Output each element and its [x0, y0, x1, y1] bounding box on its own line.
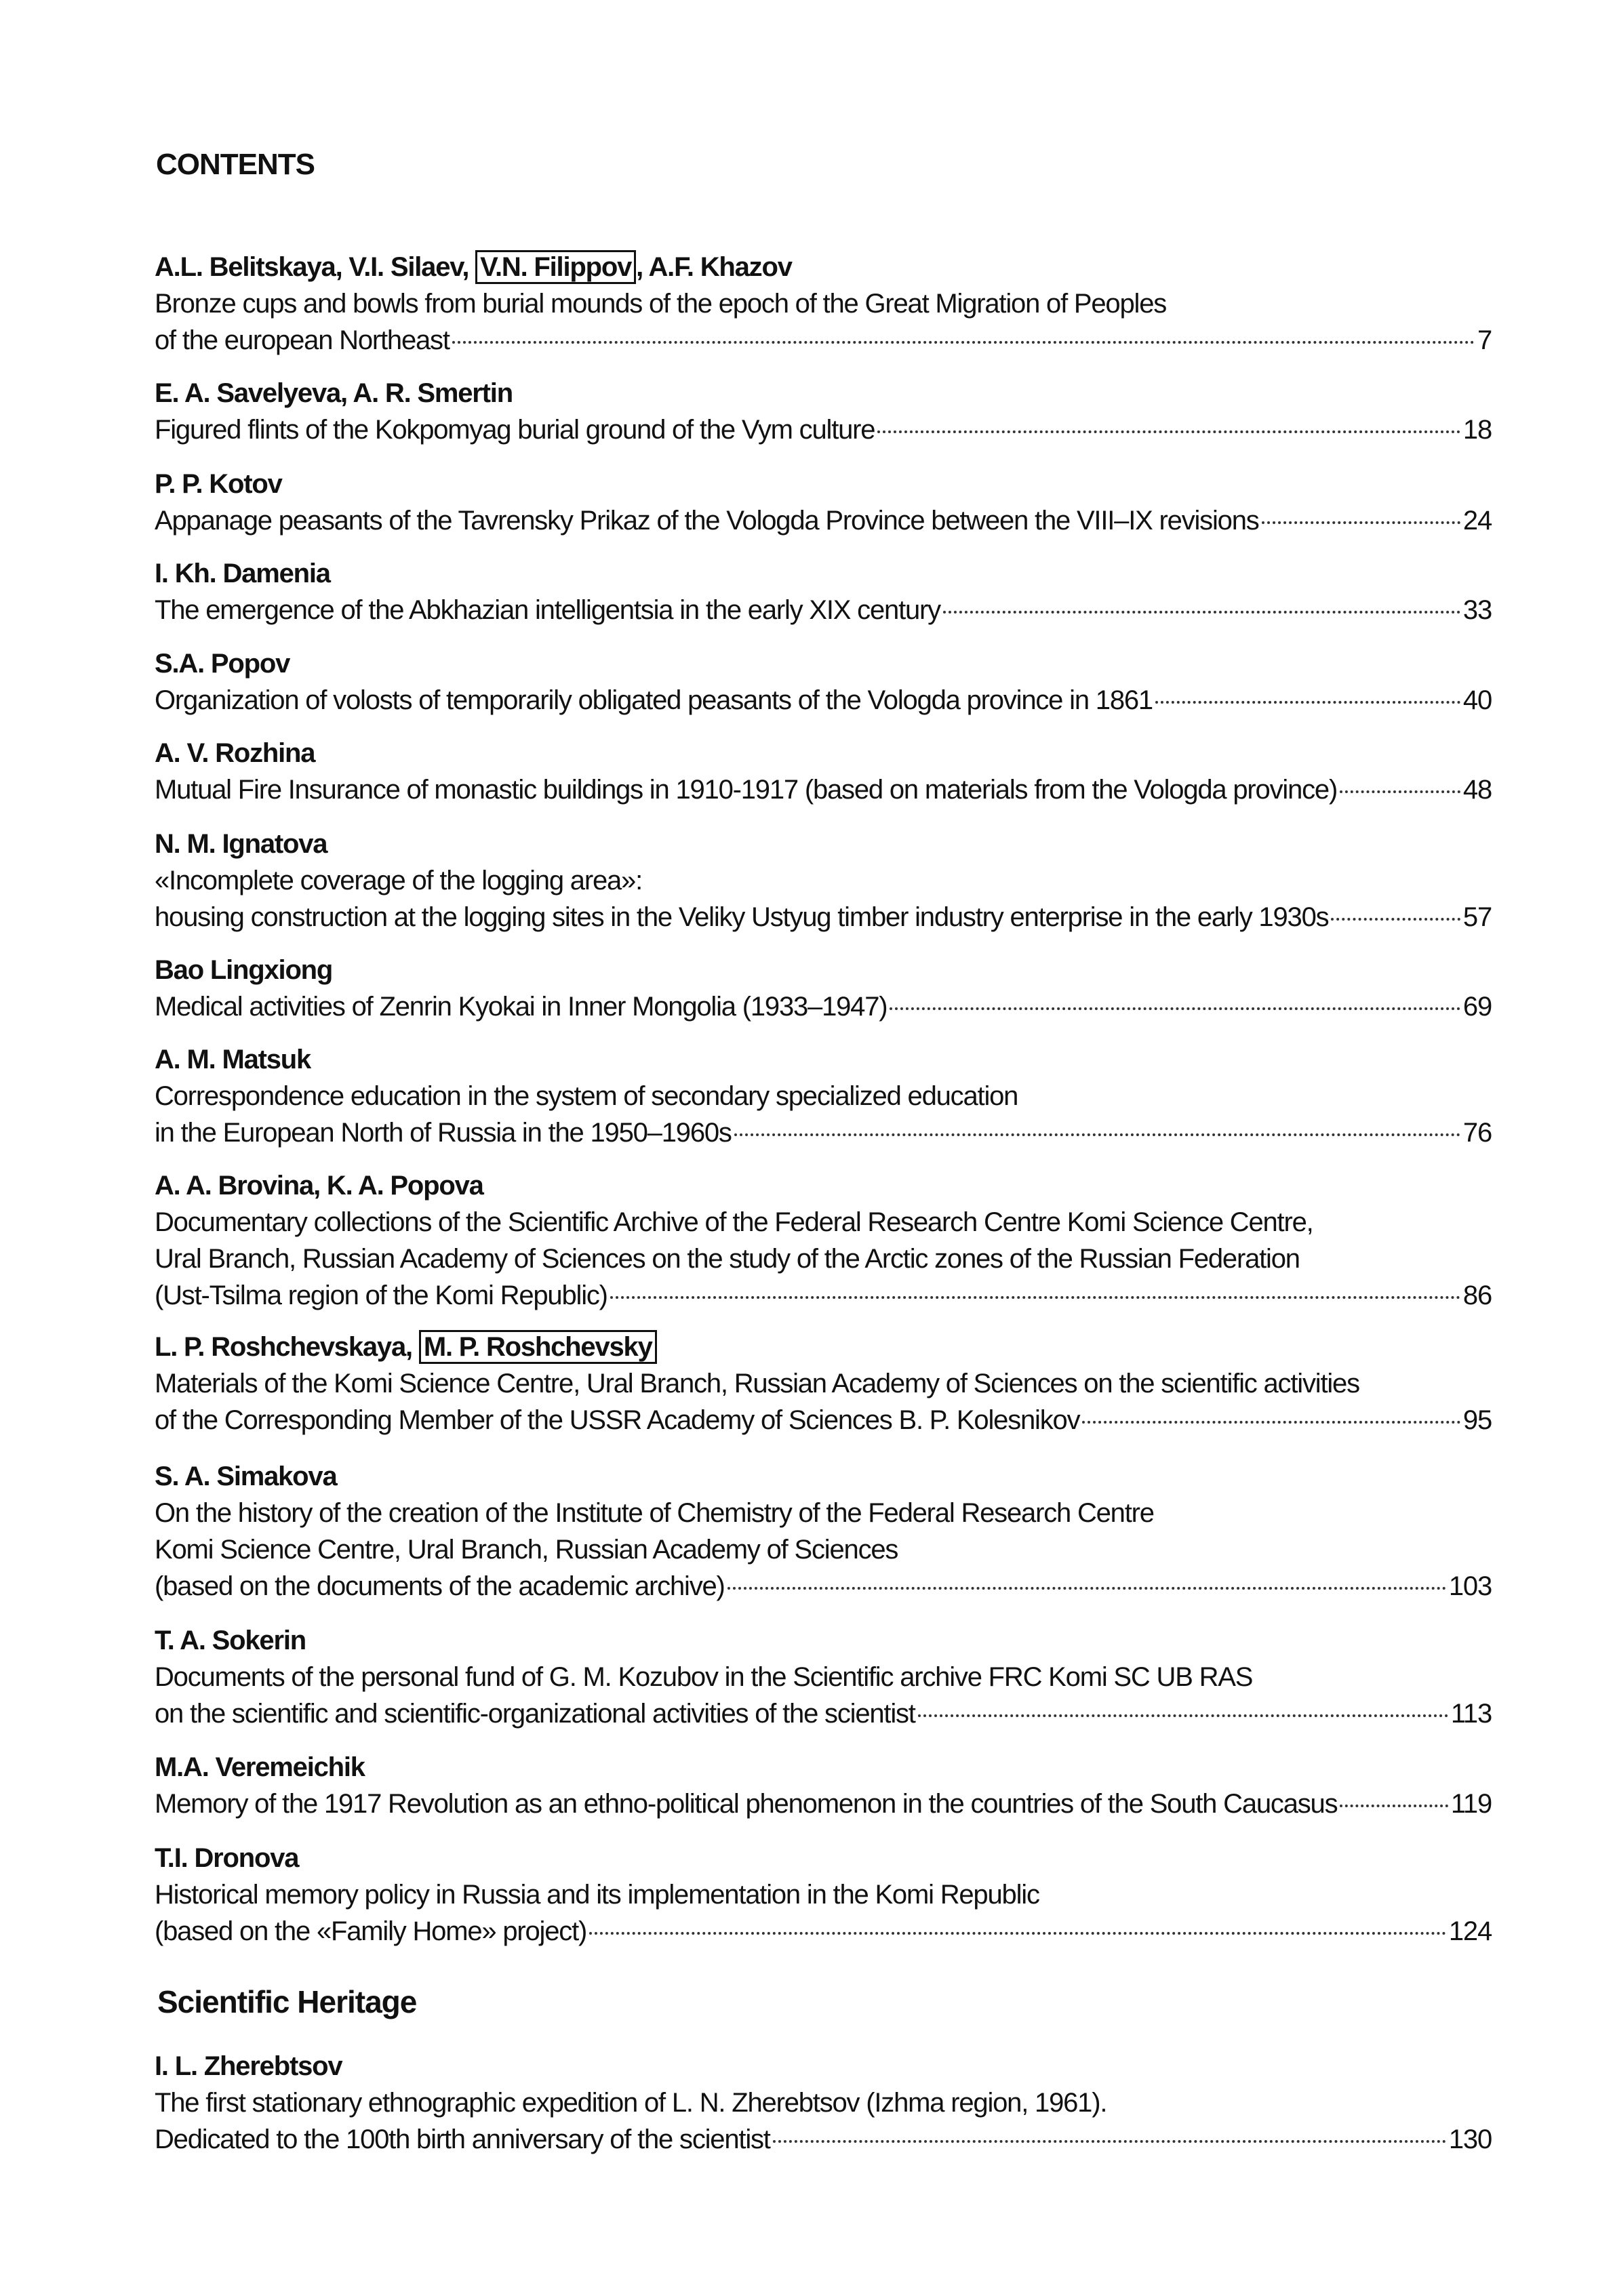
toc-entry[interactable]: [155, 1041, 1492, 1151]
dot-leader: [452, 341, 1475, 344]
entry-authors: [155, 952, 1492, 988]
dot-leader: [890, 1007, 1460, 1010]
entry-title-line: Figured flints of the Kokpomyag burial ground of the Vym culture: [155, 415, 875, 445]
entry-title-line: «Incomplete coverage of the logging area»:: [155, 866, 643, 895]
author-name: S.A. Popov: [155, 649, 290, 679]
entry-title-line: of the european Northeast: [155, 325, 450, 355]
author-name: M.A. Veremeichik: [155, 1752, 365, 1782]
entry-authors: [155, 826, 1492, 862]
page-number: 76: [1462, 1118, 1492, 1148]
page-number: 48: [1462, 775, 1492, 805]
entry-title-last-line: [155, 771, 1492, 808]
toc-entry[interactable]: [155, 2048, 1492, 2158]
entry-title-line: Bronze cups and bowls from burial mounds of the epoch of the Great Migration of Peoples: [155, 289, 1167, 319]
author-name: I. Kh. Damenia: [155, 559, 330, 588]
entry-authors: [155, 466, 1492, 502]
page-number: 57: [1462, 902, 1492, 932]
entry-title-line: (based on the documents of the academic archive): [155, 1571, 725, 1601]
section-heading: Scientific Heritage: [157, 1984, 417, 2019]
dot-leader: [610, 1296, 1460, 1299]
entry-title-last-line: [155, 682, 1492, 719]
dot-leader: [727, 1587, 1446, 1590]
toc-entry[interactable]: [155, 1749, 1492, 1822]
entry-title-last-line: [155, 1786, 1492, 1822]
entry-authors: [155, 375, 1492, 411]
toc-entry[interactable]: [155, 645, 1492, 719]
entry-title-line: (Ust-Tsilma region of the Komi Republic): [155, 1281, 607, 1310]
entry-title-line: Historical memory policy in Russia and its implementation in the Komi Republic: [155, 1880, 1039, 1910]
toc-entry[interactable]: [155, 1840, 1492, 1950]
boxed-author-name: M. P. Roshchevsky: [419, 1330, 657, 1364]
page-number: 124: [1448, 1916, 1492, 1946]
entry-title-line: The emergence of the Abkhazian intelligentsia in the early XIX century: [155, 595, 940, 625]
entry-title-line: Dedicated to the 100th birth anniversary of the scientist: [155, 2124, 770, 2154]
toc-entry[interactable]: [155, 1167, 1492, 1314]
entry-title-last-line: [155, 1277, 1492, 1314]
dot-leader: [1155, 701, 1460, 704]
toc-entry[interactable]: [155, 1458, 1492, 1605]
toc-entry[interactable]: [155, 826, 1492, 935]
author-name: E. A. Savelyeva, A. R. Smertin: [155, 378, 513, 408]
page-number: 18: [1462, 415, 1492, 445]
toc-entry[interactable]: [155, 555, 1492, 628]
entry-title-last-line: [155, 322, 1492, 359]
entry-title-line: on the scientific and scientific-organizational activities of the scientist: [155, 1699, 915, 1729]
page-number: 113: [1450, 1699, 1492, 1729]
entry-title-last-line: [155, 988, 1492, 1025]
entry-title-line: Mutual Fire Insurance of monastic buildings in 1910-1917 (based on materials from the Vologda province): [155, 775, 1338, 805]
toc-entry[interactable]: [155, 466, 1492, 539]
author-name: P. P. Kotov: [155, 469, 282, 499]
page-number: 7: [1477, 325, 1492, 355]
dot-leader: [1340, 1805, 1448, 1807]
toc-entry[interactable]: [155, 1329, 1492, 1438]
entry-title-line: housing construction at the logging sites in the Veliky Ustyug timber industry enterprise in the early 1930s: [155, 902, 1329, 932]
dot-leader: [1340, 790, 1460, 793]
page-number: 24: [1462, 506, 1492, 536]
entry-authors: [155, 249, 1492, 285]
entry-title-last-line: [155, 1402, 1492, 1438]
entry-title-last-line: [155, 411, 1492, 448]
page-number: 40: [1462, 685, 1492, 715]
dot-leader: [1331, 918, 1460, 921]
entry-title-line: Materials of the Komi Science Centre, Ural Branch, Russian Academy of Sciences on the scientific activities: [155, 1369, 1359, 1398]
author-name: T. A. Sokerin: [155, 1626, 306, 1655]
author-name: , A.F. Khazov: [636, 252, 792, 282]
entry-title-last-line: [155, 1695, 1492, 1732]
entry-title-line: Medical activities of Zenrin Kyokai in Inner Mongolia (1933–1947): [155, 992, 888, 1022]
dot-leader: [1262, 521, 1460, 524]
entry-title-line: The first stationary ethnographic expedition of L. N. Zherebtsov (Izhma region, 1961).: [155, 2088, 1107, 2118]
author-name: A. V. Rozhina: [155, 738, 315, 768]
entry-title-line: Komi Science Centre, Ural Branch, Russian Academy of Sciences: [155, 1535, 898, 1565]
author-name: A.L. Belitskaya, V.I. Silaev,: [155, 252, 476, 282]
entry-title-line: (based on the «Family Home» project): [155, 1916, 587, 1946]
entry-title-line: Organization of volosts of temporarily obligated peasants of the Vologda province in 1861: [155, 685, 1153, 715]
dot-leader: [773, 2140, 1446, 2143]
author-name: L. P. Roshchevskaya,: [155, 1332, 419, 1362]
entry-title-last-line: [155, 2121, 1492, 2158]
dot-leader: [1082, 1421, 1460, 1424]
entry-title-last-line: [155, 1114, 1492, 1151]
entry-title-line: Appanage peasants of the Tavrensky Prikaz of the Vologda Province between the VIII–IX revisions: [155, 506, 1259, 536]
entry-title-line: Correspondence education in the system of secondary specialized education: [155, 1081, 1018, 1111]
entry-authors: [155, 1329, 1492, 1365]
page-number: 86: [1462, 1281, 1492, 1310]
page-title: CONTENTS: [156, 148, 315, 181]
entry-title-line: Ural Branch, Russian Academy of Sciences on the study of the Arctic zones of the Russian Federation: [155, 1244, 1300, 1274]
entry-authors: [155, 555, 1492, 592]
boxed-author-name: V.N. Filippov: [475, 250, 636, 284]
entry-authors: [155, 1622, 1492, 1659]
author-name: T.I. Dronova: [155, 1843, 299, 1873]
entry-title-line: of the Corresponding Member of the USSR Academy of Sciences B. P. Kolesnikov: [155, 1405, 1080, 1435]
author-name: Bao Lingxiong: [155, 955, 333, 985]
entry-title-line: Memory of the 1917 Revolution as an ethno-political phenomenon in the countries of the South Caucasus: [155, 1789, 1338, 1819]
toc-entry[interactable]: [155, 952, 1492, 1025]
entry-authors: [155, 735, 1492, 771]
page-number: 69: [1462, 992, 1492, 1022]
toc-entry[interactable]: [155, 1622, 1492, 1732]
author-name: A. M. Matsuk: [155, 1045, 311, 1074]
toc-entry[interactable]: [155, 249, 1492, 359]
entry-authors: [155, 1458, 1492, 1495]
entry-authors: [155, 1041, 1492, 1078]
entry-authors: [155, 645, 1492, 682]
entry-title-line: On the history of the creation of the Institute of Chemistry of the Federal Research Centre: [155, 1498, 1154, 1528]
entry-authors: [155, 1167, 1492, 1204]
dot-leader: [877, 430, 1460, 433]
page-number: 33: [1462, 595, 1492, 625]
toc-entry[interactable]: [155, 375, 1492, 448]
entry-title-last-line: [155, 502, 1492, 539]
entry-title-last-line: [155, 1913, 1492, 1950]
entry-title-line: in the European North of Russia in the 1950–1960s: [155, 1118, 732, 1148]
toc-entry[interactable]: [155, 735, 1492, 808]
page-number: 103: [1448, 1571, 1492, 1601]
author-name: N. M. Ignatova: [155, 829, 327, 859]
dot-leader: [918, 1714, 1448, 1717]
page-number: 119: [1450, 1789, 1492, 1819]
entry-authors: [155, 1840, 1492, 1876]
entry-title-line: Documents of the personal fund of G. M. Kozubov in the Scientific archive FRC Komi SC UB RAS: [155, 1662, 1253, 1692]
dot-leader: [943, 611, 1460, 613]
entry-authors: [155, 1749, 1492, 1786]
entry-title-last-line: [155, 899, 1492, 935]
entry-title-line: Documentary collections of the Scientific Archive of the Federal Research Centre Komi Science Centre,: [155, 1207, 1313, 1237]
entry-title-last-line: [155, 592, 1492, 628]
author-name: I. L. Zherebtsov: [155, 2051, 342, 2081]
dot-leader: [734, 1133, 1460, 1136]
author-name: S. A. Simakova: [155, 1462, 337, 1491]
page-number: 95: [1462, 1405, 1492, 1435]
entry-title-last-line: [155, 1568, 1492, 1605]
author-name: A. A. Brovina, K. A. Popova: [155, 1171, 483, 1201]
entry-authors: [155, 2048, 1492, 2084]
page-number: 130: [1448, 2124, 1492, 2154]
dot-leader: [589, 1932, 1446, 1935]
